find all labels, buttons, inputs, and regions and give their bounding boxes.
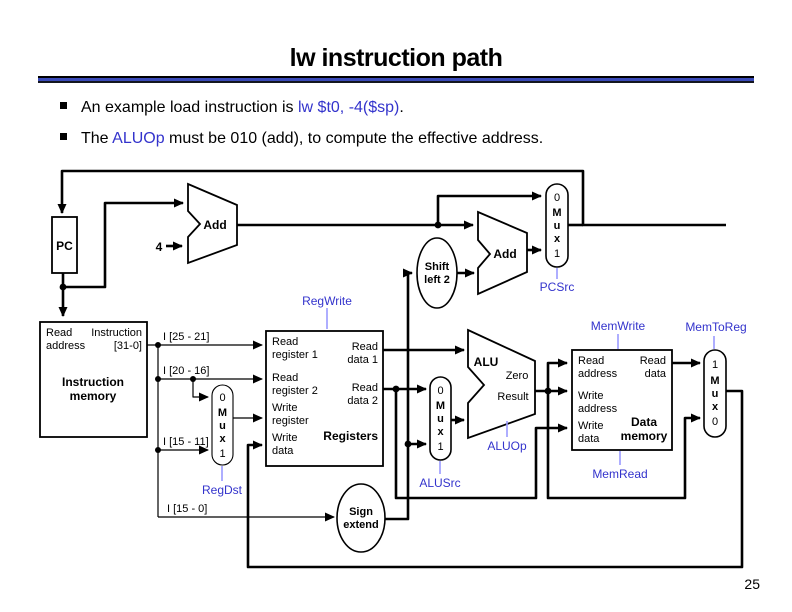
junction-dot <box>435 222 442 229</box>
dmem-wa-label-1: Write <box>578 390 604 402</box>
shift-left-2-block <box>417 238 457 308</box>
reg-rd1-label-1: Read <box>351 341 378 353</box>
bullet-text-post: must be 010 (add), to compute the effective address. <box>164 130 544 147</box>
data-memory-block <box>572 350 672 450</box>
memtoreg-mux-m: M <box>710 375 720 387</box>
imem-read-label: Read <box>46 327 73 339</box>
reg-rr1-label-1: Read <box>272 336 299 348</box>
wire-pc-to-add <box>63 203 183 287</box>
reg-rd2-label-2: data 2 <box>347 395 378 407</box>
alusrc-mux-u: u <box>437 413 444 425</box>
memtoreg-label: MemToReg <box>685 320 747 334</box>
alu-shape <box>468 330 535 438</box>
regdst-mux-u: u <box>219 420 226 432</box>
pcsrc-mux-u: u <box>553 220 561 232</box>
page-number: 25 <box>744 576 760 592</box>
add-branch-block <box>478 212 527 294</box>
registers-name: Registers <box>323 429 378 443</box>
wire-i20-16-to-regdst0 <box>193 379 208 397</box>
bullet-text-post: . <box>399 99 404 116</box>
aluop-label: ALUOp <box>487 439 527 453</box>
wire-signext-up <box>384 273 412 519</box>
bullet-keyword: ALUOp <box>112 130 165 147</box>
regdst-mux-0: 0 <box>219 392 226 404</box>
alu-zero-label: Zero <box>505 370 529 382</box>
junction-dot <box>405 441 412 448</box>
memtoreg-mux-0: 0 <box>711 416 719 428</box>
alusrc-mux-0: 0 <box>437 385 444 397</box>
dmem-name-1: Data <box>630 415 658 429</box>
add-pc4-block <box>156 184 237 263</box>
alu-result-label: Result <box>497 391 529 403</box>
sign-label-2: extend <box>343 519 379 531</box>
reg-wr-label-1: Write <box>272 402 298 414</box>
memwrite-label: MemWrite <box>590 319 646 333</box>
field-i20-16: I [20 - 16] <box>163 365 210 377</box>
junction-dot <box>155 447 161 453</box>
imem-instruction-label: Instruction <box>91 327 142 339</box>
regdst-label: RegDst <box>201 483 243 497</box>
reg-rd1-label-2: data 1 <box>347 354 378 366</box>
shift-left-2-shape <box>417 238 457 308</box>
imem-address-label: address <box>46 340 86 352</box>
memread-label: MemRead <box>592 467 648 481</box>
pc-block <box>52 217 77 273</box>
memtoreg-mux <box>704 350 726 437</box>
dmem-rd-label-2: data <box>644 368 666 380</box>
sign-extend-shape <box>337 484 385 552</box>
bullet-text-pre: The <box>81 130 113 147</box>
four-label: 4 <box>155 240 163 254</box>
alusrc-mux <box>430 377 451 460</box>
dmem-rd-label-1: Read <box>639 355 666 367</box>
dmem-wa-label-2: address <box>578 403 618 415</box>
pcsrc-mux <box>546 184 568 267</box>
junction-dot <box>545 388 552 395</box>
add-branch-label: Add <box>493 247 517 261</box>
shift-label-2: left 2 <box>424 274 450 286</box>
memtoreg-mux-u: u <box>711 388 719 400</box>
imem-name-2: memory <box>69 389 117 403</box>
shift-label-1: Shift <box>424 261 450 273</box>
pc-label: PC <box>56 239 73 253</box>
wire-pc-feedback <box>62 171 726 225</box>
pcsrc-mux-x: x <box>553 233 561 245</box>
imem-name-1: Instruction <box>62 375 124 389</box>
dmem-ra-label-2: address <box>578 368 618 380</box>
page-title: lw instruction path <box>289 44 503 72</box>
pcsrc-mux-1: 1 <box>553 248 561 260</box>
junction-dot <box>155 376 161 382</box>
memtoreg-mux-1: 1 <box>711 359 719 371</box>
wire-aluresult-readaddr <box>548 363 567 391</box>
imem-range-label: [31-0] <box>113 340 142 352</box>
field-i15-0: I [15 - 0] <box>167 503 208 515</box>
reg-wd-label-1: Write <box>272 432 298 444</box>
field-i25-21: I [25 - 21] <box>163 331 210 343</box>
junction-dot <box>393 386 400 393</box>
regdst-mux-x: x <box>219 433 226 445</box>
registers-block <box>266 331 383 466</box>
pcsrc-mux-m: M <box>552 207 562 219</box>
bullet-text-pre: An example load instruction is <box>81 99 298 116</box>
regwrite-label: RegWrite <box>302 294 352 308</box>
reg-wr-label-2: register <box>272 415 309 427</box>
alusrc-mux-m: M <box>435 400 446 412</box>
field-i15-11: I [15 - 11] <box>163 436 209 448</box>
pcsrc-label: PCSrc <box>539 280 575 294</box>
memtoreg-mux-x: x <box>711 401 719 413</box>
alu-block <box>468 330 535 438</box>
bullet-code: lw $t0, -4($sp) <box>298 99 400 116</box>
pcsrc-mux-0: 0 <box>553 192 561 204</box>
reg-rr2-label-2: register 2 <box>272 385 318 397</box>
reg-rd2-label-1: Read <box>351 382 378 394</box>
junction-dot <box>155 342 161 348</box>
dmem-name-2: memory <box>620 429 668 443</box>
reg-wd-label-2: data <box>272 445 294 457</box>
alu-name: ALU <box>473 355 499 369</box>
sign-extend-block <box>337 484 385 552</box>
regdst-mux <box>212 385 233 465</box>
dmem-wd-label-2: data <box>578 433 600 445</box>
regdst-mux-1: 1 <box>219 448 226 460</box>
reg-rr2-label-1: Read <box>272 372 299 384</box>
alusrc-mux-1: 1 <box>437 441 444 453</box>
add-pc4-label: Add <box>203 218 227 232</box>
regdst-mux-m: M <box>217 407 228 419</box>
sign-label-1: Sign <box>349 506 373 518</box>
alusrc-label: ALUSrc <box>419 476 461 490</box>
instruction-memory-block <box>40 322 147 437</box>
dmem-wd-label-1: Write <box>578 420 604 432</box>
junction-dot <box>60 284 67 291</box>
alusrc-mux-x: x <box>437 426 444 438</box>
dmem-ra-label-1: Read <box>578 355 605 367</box>
reg-rr1-label-2: register 1 <box>272 349 318 361</box>
